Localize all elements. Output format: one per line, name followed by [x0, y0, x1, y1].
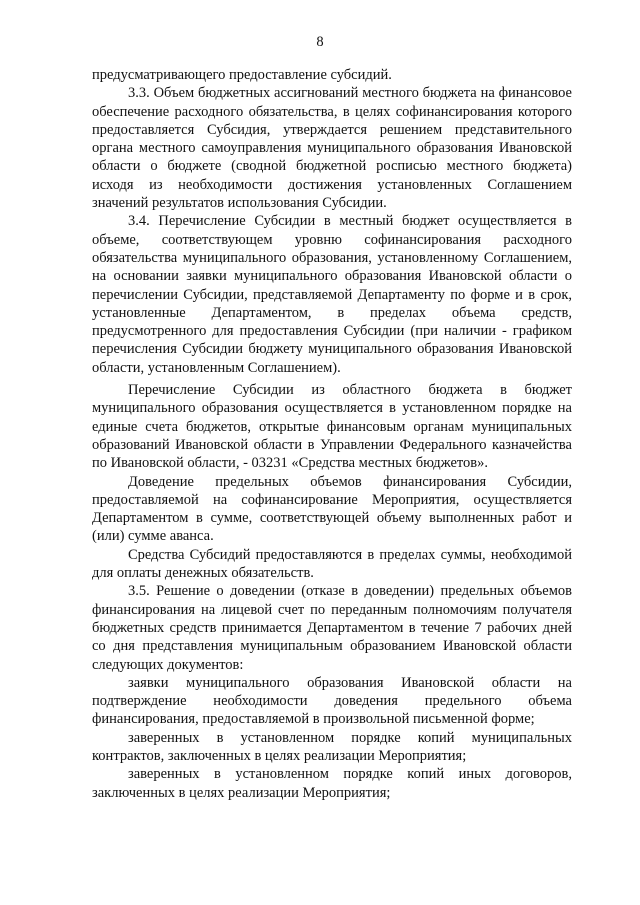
page-body [92, 66, 572, 802]
paragraph: Доведение предельных объемов финансирования Субсидии, предоставляемой на софинансирование Мероприятия, осуществляется Департаментом в сумме, соответствующей объему выполненных работ и (или) сумме аванса. [92, 473, 572, 545]
paragraph: Средства Субсидий предоставляются в пределах суммы, необходимой для оплаты денежных обязательств. [92, 546, 572, 582]
paragraph: предусматривающего предоставление субсидий. [92, 67, 392, 83]
paragraph: 3.4. Перечисление Субсидии в местный бюджет осуществляется в объеме, соответствующем уровню софинансирования расходного обязательства муниципального образования, установленному Соглашением, на основании заявки муниципального образования Ивановской области о перечислении Субсидии, представляемой Департаменту по форме и в срок, установленные Департаментом, в пределах объема средств, предусмотренного для предоставления Субсидии (при наличии - графиком перечисления Субсидии бюджету муниципального образования Ивановской области, установленным Соглашением). [92, 213, 572, 376]
page-number: 8 [316, 34, 324, 50]
paragraph: заверенных в установленном порядке копий иных договоров, заключенных в целях реализации Мероприятия; [92, 766, 572, 801]
paragraph: заверенных в установленном порядке копий муниципальных контрактов, заключенных в целях реализации Мероприятия; [92, 729, 572, 764]
paragraph: Перечисление Субсидии из областного бюджета в бюджет муниципального образования осуществляется в установленном порядке на единые счета бюджетов, открытые финансовым органам муниципальных образований Ивановской области в Управлении Федерального казначейства по Ивановской области, - 03231 «Средства местных бюджетов». [92, 382, 572, 472]
paragraph: 3.5. Решение о доведении (отказе в доведении) предельных объемов финансирования на лицевой счет по переданным полномочиям получателя бюджетных средств принимается Департаментом в течение 7 рабочих дней со дня представления муниципальным образованием Ивановской области следующих документов: [92, 583, 572, 673]
paragraph: заявки муниципального образования Ивановской области на подтверждение необходимости доведения предельного объема финансирования, предоставляемой в произвольной письменной форме; [92, 674, 572, 728]
paragraph: 3.3. Объем бюджетных ассигнований местного бюджета на финансовое обеспечение расходного обязательства, в целях софинансирования которого предоставляется Субсидия, утверждается решением представительного органа местного самоуправления муниципального образования Ивановской области о бюджете (сводной бюджетной росписью местного бюджета) исходя из необходимости достижения установленных Соглашением значений результатов использования Субсидии. [92, 85, 572, 212]
